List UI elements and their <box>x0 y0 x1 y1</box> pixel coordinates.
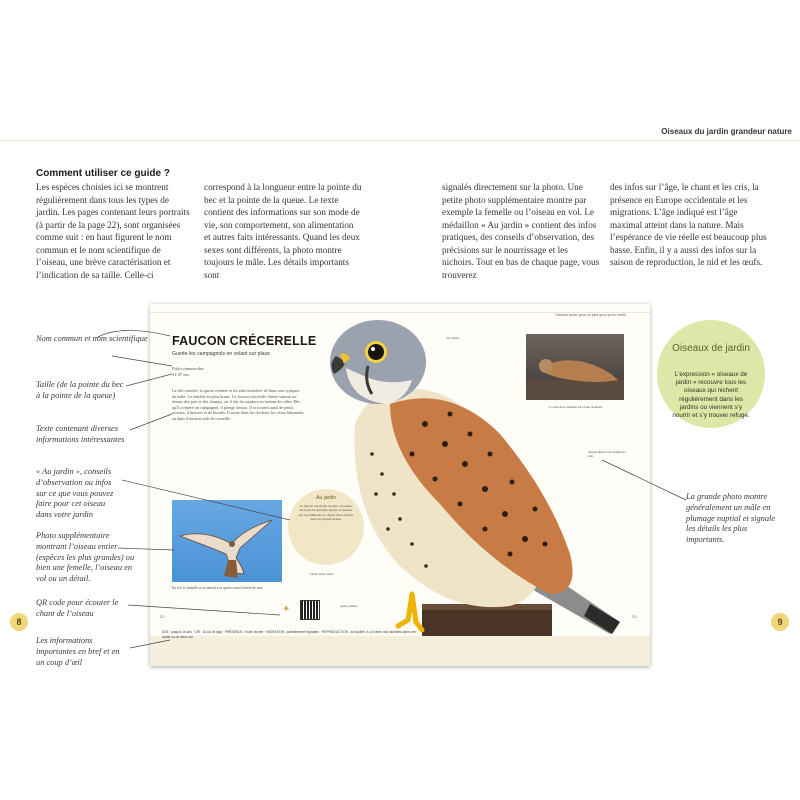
bird-subtitle: Guette les campagnols en volant sur place <box>172 351 271 357</box>
annotation-key-facts: Les informations importantes en bref et en un coup d’œil <box>36 636 120 667</box>
intro-column-1: Les espèces choisies ici se montrent régulièrement dans tous les types de jardin. Les pages contenant leurs portraits (à partir de la page 22), sont organisées comme suit : en haut figurent le nom commun et le nom scientifique de l’oiseau, une brève caractérisation et l’indication de sa taille. Celle-ci <box>36 182 190 280</box>
scientific-name: Falco tinnunculus <box>172 366 204 371</box>
spread-top-caption: Oiseaux aussi gros ou plus gros qu'un merle <box>555 313 626 317</box>
spread-page-number-left: 22 <box>160 614 165 619</box>
garden-birds-title: Oiseaux de jardin <box>672 343 750 354</box>
bird-size: 31-37 cm <box>172 372 189 377</box>
au-jardin-title: Au jardin <box>316 495 336 501</box>
inset-photo-caption: La tête de la femelle est brune tachetée. <box>549 405 603 409</box>
bird-title: FAUCON CRÉCERELLE <box>172 334 317 348</box>
spread-page-number-right: 23 <box>632 614 637 619</box>
intro-column-4: des infos sur l’âge, le chant et les cris, la présence en Europe occidentale et les migrations. L’âge indiqué est l’âge maximal atteint dans la nature. Mais l’espérance de vie réelle est beaucoup plus basse. Enfin, il y a aussi des infos sur la saison de reproduction, le nid et les œufs. <box>610 182 767 267</box>
garden-birds-text: L’expression « oiseaux de jardin » recouvre tous les oiseaux qui nichent régulièrement dans les jardins ou viennent s’y nourrir et s’y trouver refuge. <box>672 371 750 420</box>
page-number-left: 8 <box>10 613 28 631</box>
label-legs: pattes jaunes <box>340 604 358 608</box>
au-jardin-text: Le faucon crécerelle accepte volontiers les nichoirs spéciaux placés en hauteur sur les bâtiments. Il chasse aussi parfois dans les grands jardins. <box>298 504 354 522</box>
running-header: Oiseaux du jardin grandeur nature <box>661 127 792 136</box>
intro-column-3: signalés directement sur la photo. Une petite photo supplémentaire montre par exemple la femelle ou l’oiseau en vol. Le médaillon « Au jardin » contient des infos pratiques, des conseils d’observation, des précisions sur le nourrissage et les nichoirs. Tout en bas de chaque page, vous trouverez <box>442 182 600 280</box>
annotation-extra-photo: Photo supplémentaire montrant l’oiseau entier (espèces les plus grandes) ou bien une femelle, l’oiseau en vol ou un détail. <box>36 531 135 584</box>
bird-glyph-icon: ✦ <box>282 604 291 615</box>
page-number-right: 9 <box>771 613 789 631</box>
label-cere: cire jaune <box>446 336 460 340</box>
annotation-au-jardin: « Au jardin », conseils d’observation ou infos sur ce que vous pouvez faire pour cet oiseau dans votre jardin <box>36 467 114 520</box>
annotation-qr: QR code pour écouter le chant de l’oiseau <box>36 598 119 618</box>
annotation-common-name: Nom commun et nom scientifique <box>36 334 148 343</box>
label-back: dessus brun-roux tacheté de noir <box>588 450 626 459</box>
bird-description: La tête cendrée, la queue cendrée et les ailes tachetées de brun sont typiques du mâle. La femelle est plus brune. Le faucon crécerelle chasse surtout au-dessus des prés et des champs, où il fait du surplace en battant des ailes. Dès qu'il a repéré un campagnol, il plonge dessus. Il se nourrit aussi de petits oiseaux, d'insectes et de lézards. Il niche dans les clochers, les vieux bâtiments ou dans d'anciens nids de corneille. <box>172 388 304 421</box>
annotation-main-photo: La grande photo montre généralement un mâle en plumage nuptial et signale les détails les plus importants. <box>686 492 776 545</box>
intro-heading: Comment utiliser ce guide ? <box>36 168 170 179</box>
intro-column-2: correspond à la longueur entre la pointe du bec et la pointe de la queue. Le texte contient des informations sur son mode de vie, son comportement, son alimentation et autres faits intéressants. Quand les deux sexes sont différents, la photo montre toujours le mâle. Les détails importants sont <box>204 182 362 280</box>
annotation-text: Texte contenant diverses informations intéressantes <box>36 424 125 444</box>
annotation-size: Taille (de la pointe du bec à la pointe de la queue) <box>36 380 124 400</box>
flight-photo-caption: En vol, la femelle se reconnaît à sa queue rousse barrée de noir. <box>172 586 264 590</box>
key-facts-bar: ÂGE : jusqu'à 16 ans · CRI : ki-ki-ki-ki aigu · PRÉSENCE : toute l'année · MIGRATION : partiellement migrateur · REPRODUCTION : avril-juillet, 4 à 6 œufs roux tachetés dans une cavité ou un vieux nid <box>162 630 416 639</box>
label-tail: bande noire nette <box>310 572 334 576</box>
